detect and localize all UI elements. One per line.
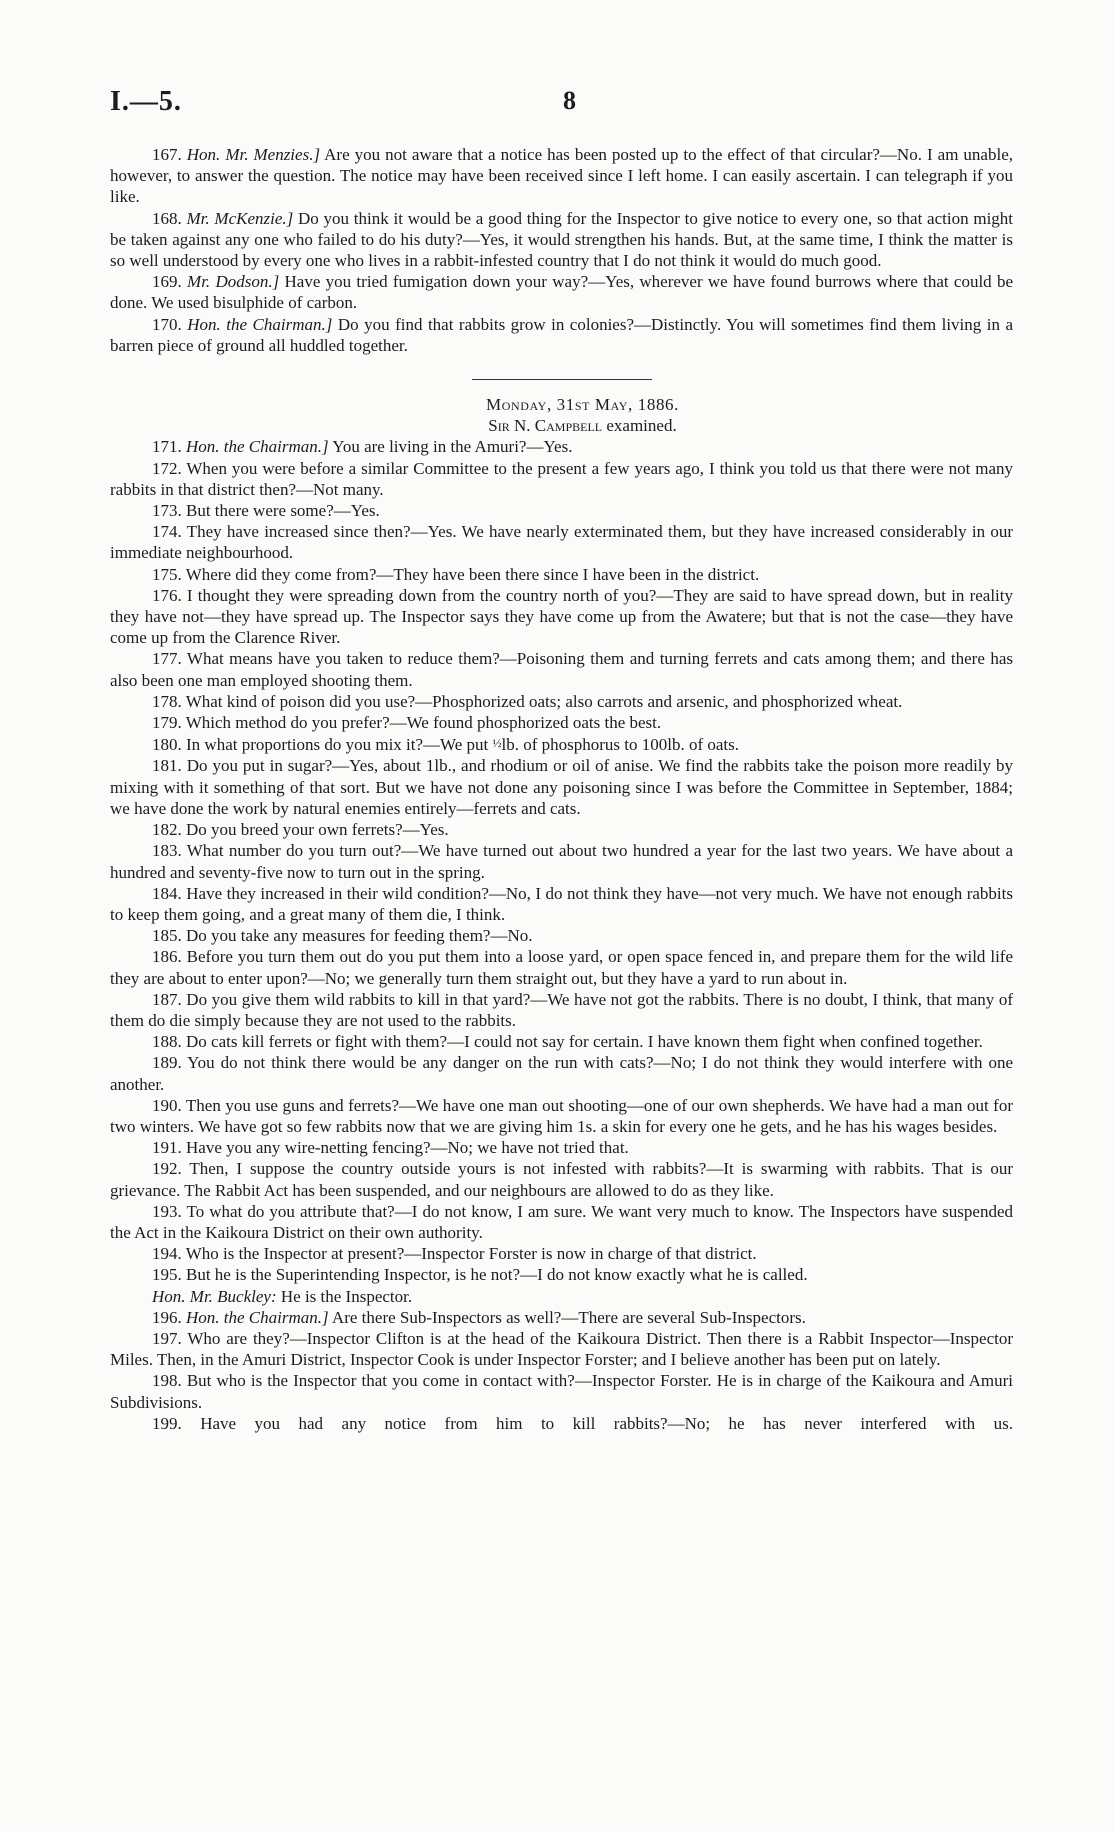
- paragraph-169: [110, 271, 1013, 313]
- speaker: Hon. the Chairman.]: [186, 1307, 329, 1327]
- paragraph-text: 180. In what proportions do you mix it?—We put: [152, 735, 493, 755]
- speaker: Hon. the Chairman.]: [186, 437, 329, 457]
- speaker: Hon. Mr. Menzies.]: [186, 145, 321, 164]
- paragraph-192: 192. Then, I suppose the country outside yours is not infested with rabbits?—It is swarming with rabbits. That is our grievance. The Rabbit Act has been suspended, and our neighbours are allowed to do as they like.: [110, 1159, 1013, 1200]
- paragraph-text: Have you tried fumigation down your way?—Yes, wherever we have found burrows where that could be done. We used bisulphide of carbon.: [110, 272, 1013, 313]
- paragraph-195: 195. But he is the Superintending Inspector, is he not?—I do not know exactly what he is called.: [152, 1265, 808, 1285]
- paragraph-172: 172. When you were before a similar Committee to the present a few years ago, I think you told us that there were not many rabbits in that district then?—Not many.: [110, 458, 1013, 499]
- paragraph-189: 189. You do not think there would be any danger on the run with cats?—No; I do not think they would interfere with one another.: [110, 1053, 1013, 1094]
- paragraph-186: 186. Before you turn them out do you put them into a loose yard, or open space fenced in, and prepare them for the wild life they are about to enter upon?—No; we generally turn them straight out, but they have a yard to run about in.: [110, 947, 1013, 988]
- paragraph-182: 182. Do you breed your own ferrets?—Yes.: [152, 820, 449, 840]
- section-divider: [472, 379, 652, 380]
- paragraph-167: [110, 144, 1013, 208]
- paragraph-191: 191. Have you any wire-netting fencing?—No; we have not tried that.: [152, 1138, 629, 1158]
- document-reference: I.—5.: [110, 86, 182, 117]
- paragraph-text: lb. of phosphorus to 100lb. of oats.: [501, 735, 740, 755]
- paragraph-195b: [110, 1286, 1013, 1307]
- paragraph-185: 185. Do you take any measures for feeding them?—No.: [152, 926, 533, 946]
- paragraph-179: 179. Which method do you prefer?—We found phosphorized oats the best.: [152, 713, 662, 733]
- witness-name: Sir N. Campbell: [488, 416, 603, 436]
- paragraph-199: 199. Have you had any notice from him to kill rabbits?—No; he has never interfered with us.: [152, 1413, 1013, 1433]
- paragraph-text: Do you think it would be a good thing for the Inspector to give notice to every one, so that action might be taken against any one who failed to do his duty?—Yes, it would strengthen his hands. But, at the same time, I think the matter is so well understood by every one who lives in a rabbit-infested country that I do not think it would do much good.: [110, 208, 1014, 271]
- paragraph-198: 198. But who is the Inspector that you come in contact with?—Inspector Forster. He is in charge of the Kaikoura and Amuri Subdivisions.: [110, 1371, 1013, 1412]
- paragraph-173: 173. But there were some?—Yes.: [152, 501, 380, 521]
- paragraph-183: 183. What number do you turn out?—We have turned out about two hundred a year for the last two years. We have about a hundred and seventy-five now to turn out in the spring.: [110, 841, 1013, 882]
- paragraph-number: 169.: [152, 272, 182, 292]
- paragraph-number: 167.: [152, 145, 182, 164]
- paragraph-number: 171.: [152, 437, 182, 457]
- paragraph-190: 190. Then you use guns and ferrets?—We have one man out shooting—one of our own shepherds. We have had a man out for two winters. We have got so few rabbits now that we are giving him 1s. a skin for every one he gets, and he has his wages besides.: [110, 1095, 1013, 1136]
- witness-line: [110, 415, 1013, 436]
- section-date: Monday, 31st May, 1886.: [486, 395, 679, 415]
- paragraph-text: You are living in the Amuri?—Yes.: [328, 437, 573, 457]
- paragraph-178: 178. What kind of poison did you use?—Phosphorized oats; also carrots and arsenic, and phosphorized wheat.: [152, 691, 903, 711]
- witness-status: examined.: [606, 416, 677, 436]
- paragraph-194: 194. Who is the Inspector at present?—Inspector Forster is now in charge of that district.: [152, 1244, 757, 1264]
- paragraph-text: Are there Sub-Inspectors as well?—There are several Sub-Inspectors.: [328, 1307, 806, 1327]
- paragraph-177: 177. What means have you taken to reduce them?—Poisoning them and turning ferrets and cats among them; and there has also been one man employed shooting them.: [110, 649, 1013, 690]
- paragraph-text: Do you find that rabbits grow in colonies?—Distinctly. You will sometimes find them living in a barren piece of ground all huddled together.: [110, 314, 1014, 355]
- speaker: Hon. the Chairman.]: [187, 314, 333, 334]
- paragraph-175: 175. Where did they come from?—They have been there since I have been in the district.: [152, 564, 760, 584]
- document-body: [110, 144, 1013, 1434]
- paragraph-text: He is the Inspector.: [276, 1286, 413, 1306]
- paragraph-number: 170.: [152, 314, 182, 334]
- speaker: Mr. McKenzie.]: [186, 208, 294, 228]
- page-number: 8: [563, 86, 576, 115]
- speaker: Mr. Dodson.]: [187, 272, 280, 292]
- fraction: ½: [492, 736, 502, 751]
- paragraph-number: 168.: [152, 208, 182, 228]
- paragraph-180: [110, 733, 1013, 755]
- paragraph-176: 176. I thought they were spreading down from the country north of you?—They are said to have spread down, but in reality they have not—they have spread up. The Inspector says they have come up from the Awatere; but that is not the case—they have come up from the Clarence River.: [110, 585, 1013, 648]
- paragraph-197: 197. Who are they?—Inspector Clifton is at the head of the Kaikoura District. Then there is a Rabbit Inspector—Inspector Miles. Then, in the Amuri District, Inspector Cook is under Inspector Forster; and I believe another has been put on lately.: [110, 1328, 1013, 1370]
- paragraph-193: 193. To what do you attribute that?—I do not know, I am sure. We want very much to know. The Inspectors have suspended the Act in the Kaikoura District on their own authority.: [110, 1201, 1013, 1242]
- paragraph-196: [110, 1307, 1013, 1328]
- paragraph-181: 181. Do you put in sugar?—Yes, about 1lb., and rhodium or oil of anise. We find the rabbits take the poison more readily by mixing with it something of that sort. But we have not done any poisoning since I was before the Committee in September, 1884; we have done the work by natural enemies entirely—ferrets and cats.: [110, 756, 1013, 818]
- page-header: [110, 86, 1010, 126]
- paragraph-188: 188. Do cats kill ferrets or fight with them?—I could not say for certain. I have known them fight when confined together.: [152, 1032, 983, 1052]
- paragraph-text: Are you not aware that a notice has been posted up to the effect of that circular?—No. I am unable, however, to answer the question. The notice may have been received since I left home. I can easily ascertain. I can telegraph if you like.: [110, 145, 1013, 207]
- speaker: Hon. Mr. Buckley:: [152, 1286, 277, 1306]
- paragraph-184: 184. Have they increased in their wild condition?—No, I do not think they have—not very much. We have not enough rabbits to keep them going, and a great many of them die, I think.: [110, 883, 1013, 924]
- paragraph-174: 174. They have increased since then?—Yes. We have nearly exterminated them, but they have increased considerably in our immediate neighbourhood.: [110, 522, 1013, 563]
- paragraph-170: [110, 314, 1013, 356]
- paragraph-171: [110, 436, 1013, 457]
- paragraph-187: 187. Do you give them wild rabbits to kill in that yard?—We have not got the rabbits. There is no doubt, I think, that many of them do die simply because they are not used to the rabbits.: [110, 989, 1013, 1030]
- paragraph-168: [110, 208, 1013, 272]
- paragraph-number: 196.: [152, 1307, 182, 1327]
